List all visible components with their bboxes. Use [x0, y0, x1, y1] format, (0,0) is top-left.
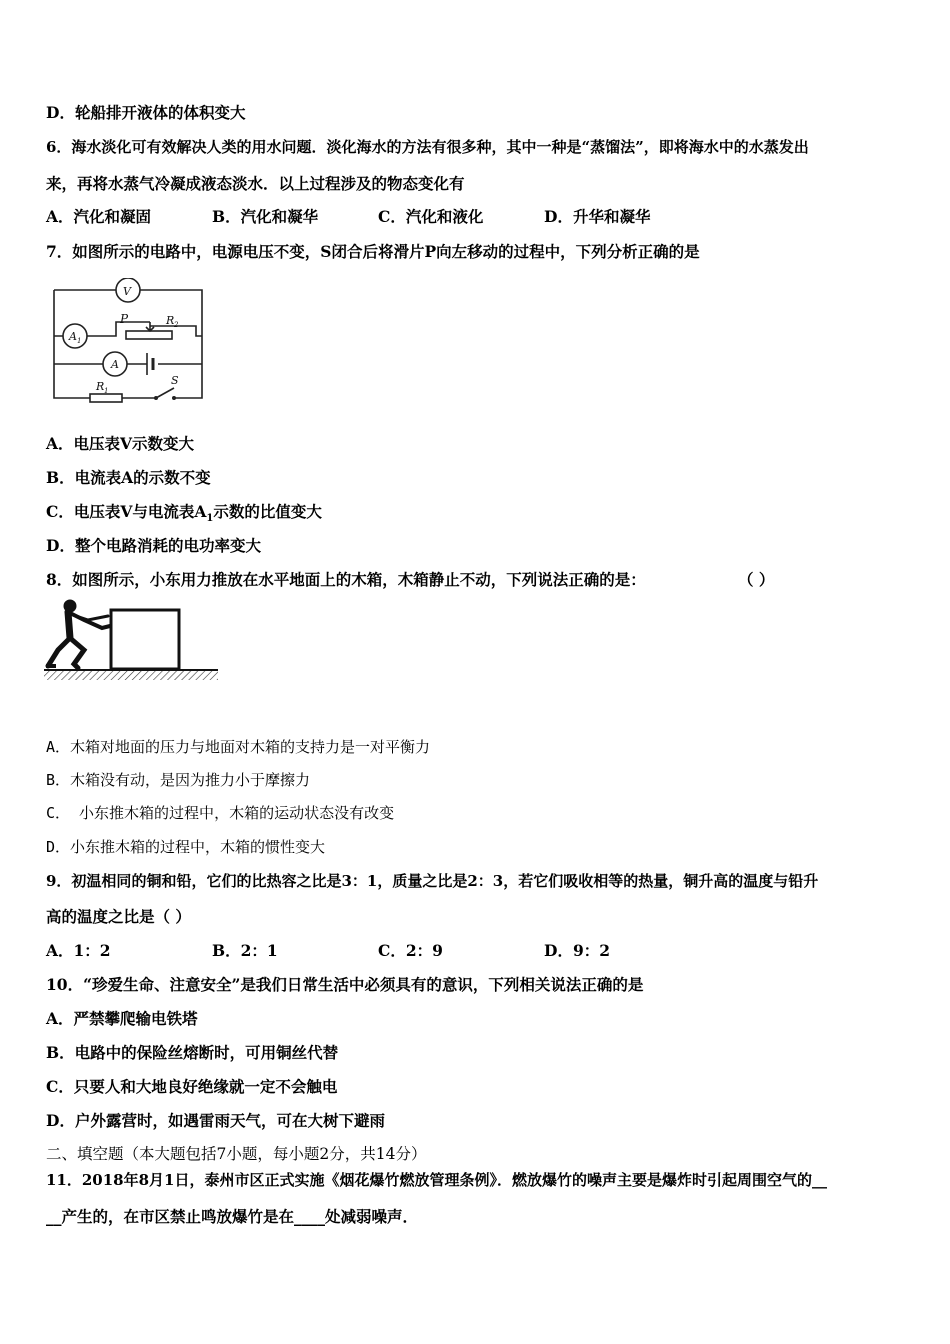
q7-option-c: [46, 502, 322, 529]
r1-label: R: [96, 380, 105, 393]
q7-stem: 7．如图所示的电路中，电源电压不变，S闭合后将滑片P向左移动的过程中，下列分析正确的是: [46, 242, 700, 261]
q6-options: [46, 207, 650, 227]
q9-options: [46, 941, 610, 961]
voltmeter-label: V: [123, 285, 131, 298]
q10-stem: 10．“珍爱生命、注意安全”是我们日常生活中必须具有的意识，下列相关说法正确的是: [46, 975, 644, 994]
q8-push-box-figure: [44, 598, 220, 688]
switch-label: S: [171, 374, 179, 387]
q9-stem-line1: 9．初温相同的铜和铅，它们的比热容之比是3：1，质量之比是2：3，若它们吸收相等的热量，铜升高的温度与铅升: [46, 872, 819, 890]
section2-heading: 二、填空题（本大题包括7小题，每小题2分，共14分）: [46, 1145, 427, 1163]
q8-option-b: B．木箱没有动，是因为推力小于摩擦力: [46, 771, 311, 789]
q6-option-d: D．升华和凝华: [544, 207, 651, 226]
person-pushing: [46, 600, 110, 668]
q10-option-d: D．户外露营时，如遇雷雨天气，可在大树下避雨: [46, 1111, 385, 1130]
q6-stem-line2: 来，再将水蒸气冷凝成液态淡水．以上过程涉及的物态变化有: [46, 174, 465, 193]
q10-option-a: A．严禁攀爬输电铁塔: [46, 1009, 198, 1028]
q11-stem-line2: __产生的，在市区禁止鸣放爆竹是在____处减弱噪声．: [46, 1207, 419, 1226]
ammeter-a1-subscript: 1: [77, 337, 82, 345]
r2-subscript: 2: [174, 321, 179, 329]
ammeter-a-label: A: [111, 358, 119, 371]
q10-option-c: C．只要人和大地良好绝缘就一定不会触电: [46, 1077, 338, 1096]
switch-s: [156, 388, 174, 398]
q8-option-d: D．小东推木箱的过程中，木箱的惯性变大: [46, 838, 326, 856]
q7-option-c-text-end: 示数的比值变大: [213, 502, 322, 521]
q6-option-c: C．汽化和液化: [378, 207, 484, 226]
ground-hatching: [44, 670, 218, 680]
q6-stem-line1: 6．海水淡化可有效解决人类的用水问题．淡化海水的方法有很多种，其中一种是“蒸馏法”，即将海水中的水蒸发出: [46, 138, 809, 156]
q9-option-b: B．2：1: [212, 941, 278, 960]
q9-option-c: C．2：9: [378, 941, 443, 960]
rheostat-r2: [126, 331, 172, 339]
q7-option-b: B．电流表A的示数不变: [46, 468, 211, 487]
slider-label: P: [120, 312, 129, 326]
switch-contact-left: [154, 396, 158, 400]
q5-option-d: D．轮船排开液体的体积变大: [46, 103, 246, 122]
q9-option-d: D．9：2: [544, 941, 611, 960]
r1-subscript: 1: [104, 387, 109, 395]
q7-option-a: A．电压表V示数变大: [46, 434, 195, 453]
q8-option-c: C． 小东推木箱的过程中，木箱的运动状态没有改变: [46, 804, 395, 822]
r2-label: R: [166, 314, 175, 327]
q9-stem-line2: 高的温度之比是（ ）: [46, 907, 191, 926]
wooden-box: [111, 610, 179, 669]
q7-option-c-text: C．电压表V与电流表A: [46, 502, 207, 521]
q7-circuit-diagram: [46, 278, 208, 408]
q8-option-a: A．木箱对地面的压力与地面对木箱的支持力是一对平衡力: [46, 738, 431, 756]
q8-stem: 8．如图所示，小东用力推放在水平地面上的木箱，木箱静止不动，下列说法正确的是：: [46, 570, 646, 589]
q7-option-d: D．整个电路消耗的电功率变大: [46, 536, 261, 555]
resistor-r1: [90, 394, 122, 402]
q10-option-b: B．电路中的保险丝熔断时，可用铜丝代替: [46, 1043, 339, 1062]
q9-option-a: A．1：2: [46, 941, 111, 960]
q8-answer-bracket: （ ）: [738, 570, 775, 589]
q6-option-b: B．汽化和凝华: [212, 207, 319, 226]
q7-option-c-subscript: 1: [206, 513, 214, 525]
q11-stem-line1: 11．2018年8月1日，泰州市区正式实施《烟花爆竹燃放管理条例》．燃放爆竹的噪声主要是爆炸时引起周围空气的__: [46, 1171, 828, 1189]
q6-option-a: A．汽化和凝固: [46, 207, 152, 226]
switch-contact-right: [172, 396, 176, 400]
ammeter-a1-label: A: [69, 330, 77, 343]
